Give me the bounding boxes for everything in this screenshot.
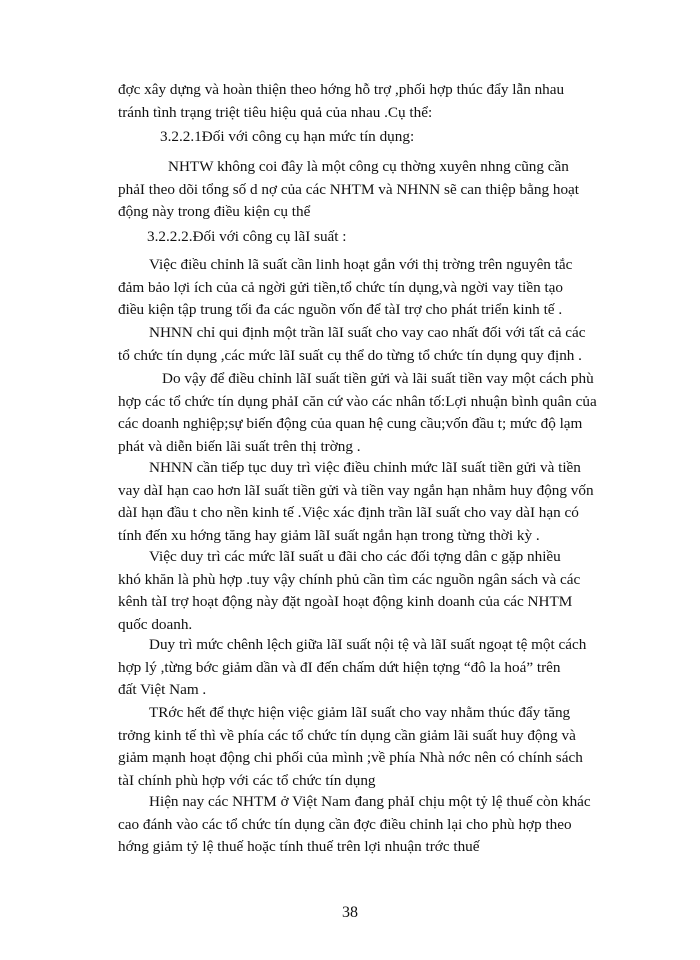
text-line: vay dàI hạn cao hơn lãI suất tiền gửi và tiền vay ngắn hạn nhằm huy động vốn	[118, 481, 594, 499]
paragraph-credit-limit	[118, 156, 596, 224]
heading-text: 3.2.2.2.Đối với công cụ lãI suất :	[147, 228, 347, 245]
text-line: đợc xây dựng và hoàn thiện theo hớng hỗ trợ ,phối hợp thúc đẩy lẫn nhau	[118, 81, 565, 98]
paragraph-rate-ceiling	[118, 322, 596, 367]
text-line: giảm mạnh hoạt động chi phối của mình ;về phía Nhà nớc nên có chính sách	[118, 749, 583, 766]
text-line: tàI chính phù hợp với các tổ chức tín dụng	[118, 771, 376, 789]
text-line: Việc điều chỉnh lã suất cần linh hoạt gắn với thị trờng trên nguyên tắc	[149, 256, 573, 273]
text-line: cao đánh vào các tổ chức tín dụng cần đợc điều chỉnh lại cho phù hợp theo	[118, 815, 572, 833]
text-line: TRớc hết để thực hiện việc giảm lãI suất cho vay nhằm thúc đẩy tăng	[149, 704, 571, 721]
text-line: hợp các tổ chức tín dụng phảI căn cứ vào các nhân tố:Lợi nhuận bình quân của	[118, 392, 597, 410]
text-line: hợp lý ,từng bớc giảm dần và đI đến chấm dứt hiện tợng “đô la hoá” trên	[118, 658, 561, 676]
text-line: tránh tình trạng triệt tiêu hiệu quả của nhau .Cụ thể:	[118, 103, 433, 121]
text-line: các doanh nghiệp;sự biến động của quan hệ cung cầu;vốn đầu t; mức độ lạm	[118, 415, 583, 432]
text-line: Hiện nay các NHTM ở Việt Nam đang phảI chịu một tỷ lệ thuế còn khác	[149, 793, 591, 810]
paragraph-rate-factors	[118, 368, 596, 458]
text-line: dàI hạn đầu t cho nền kinh tế .Việc xác định trần lãI suất cho vay dàI hạn có	[118, 504, 579, 521]
text-line: NHNN chỉ qui định một trần lãI suất cho vay cao nhất đối với tất cả các	[149, 324, 586, 341]
text-line: phảI theo dõi tổng số d nợ của các NHTM và NHNN sẽ can thiệp bằng hoạt	[118, 180, 580, 198]
text-line: quốc doanh.	[118, 615, 193, 633]
paragraph-intro	[118, 79, 596, 124]
text-line: động này trong điều kiện cụ thể	[118, 203, 311, 220]
paragraph-interest-adjustment	[118, 254, 596, 322]
text-line: hớng giảm tỷ lệ thuế hoặc tính thuế trên lợi nhuận trớc thuế	[118, 838, 480, 855]
page-number: 38	[342, 904, 358, 921]
text-line: tính đến xu hớng tăng hay giảm lãI suất ngắn hạn trong từng thời kỳ .	[118, 526, 540, 544]
paragraph-preferential-rates	[118, 546, 596, 636]
text-line: phát và diễn biến lãi suất trên thị trờng .	[118, 437, 361, 455]
paragraph-tax	[118, 791, 596, 859]
paragraph-rate-spread	[118, 634, 596, 702]
text-line: tổ chức tín dụng ,các mức lãI suất cụ thể do từng tổ chức tín dụng quy định .	[118, 346, 582, 364]
paragraph-lending-rate-reduction	[118, 702, 596, 792]
text-line: NHTW không coi đây là một công cụ thờng xuyên nhng cũng cần	[168, 158, 569, 175]
text-line: trởng kinh tế thì về phía các tổ chức tín dụng cần giảm lãi suất huy động và	[118, 726, 576, 744]
text-line: đảm bảo lợi ích của cả ngời gửi tiền,tổ chức tín dụng,và ngời vay tiền tạo	[118, 278, 564, 296]
section-heading-credit-limit	[160, 126, 414, 149]
text-line: NHNN cần tiếp tục duy trì việc điều chỉnh mức lãI suất tiền gửi và tiền	[149, 459, 581, 476]
text-line: Duy trì mức chênh lệch giữa lãI suất nội tệ và lãI suất ngoạt tệ một cách	[149, 636, 587, 653]
text-line: Do vậy để điều chỉnh lãI suất tiền gửi và lãi suất tiền vay một cách phù	[162, 370, 594, 387]
section-heading-interest-rate	[147, 226, 347, 249]
text-line: kênh tàI trợ hoạt động này đặt ngoàI hoạt động kinh doanh của các NHTM	[118, 593, 573, 610]
heading-text: 3.2.2.1Đối với công cụ hạn mức tín dụng:	[160, 128, 415, 145]
text-line: điều kiện tập trung tối đa các nguồn vốn để tàI trợ cho phát triển kinh tế .	[118, 301, 563, 318]
text-line: Việc duy trì các mức lãI suất u đãi cho các đối tợng dân c gặp nhiều	[149, 548, 561, 565]
text-line: khó khăn là phù hợp .tuy vậy chính phủ cần tìm các nguồn ngân sách và các	[118, 570, 581, 588]
text-line: đất Việt Nam .	[118, 681, 207, 698]
paragraph-long-term-rates	[118, 457, 596, 547]
